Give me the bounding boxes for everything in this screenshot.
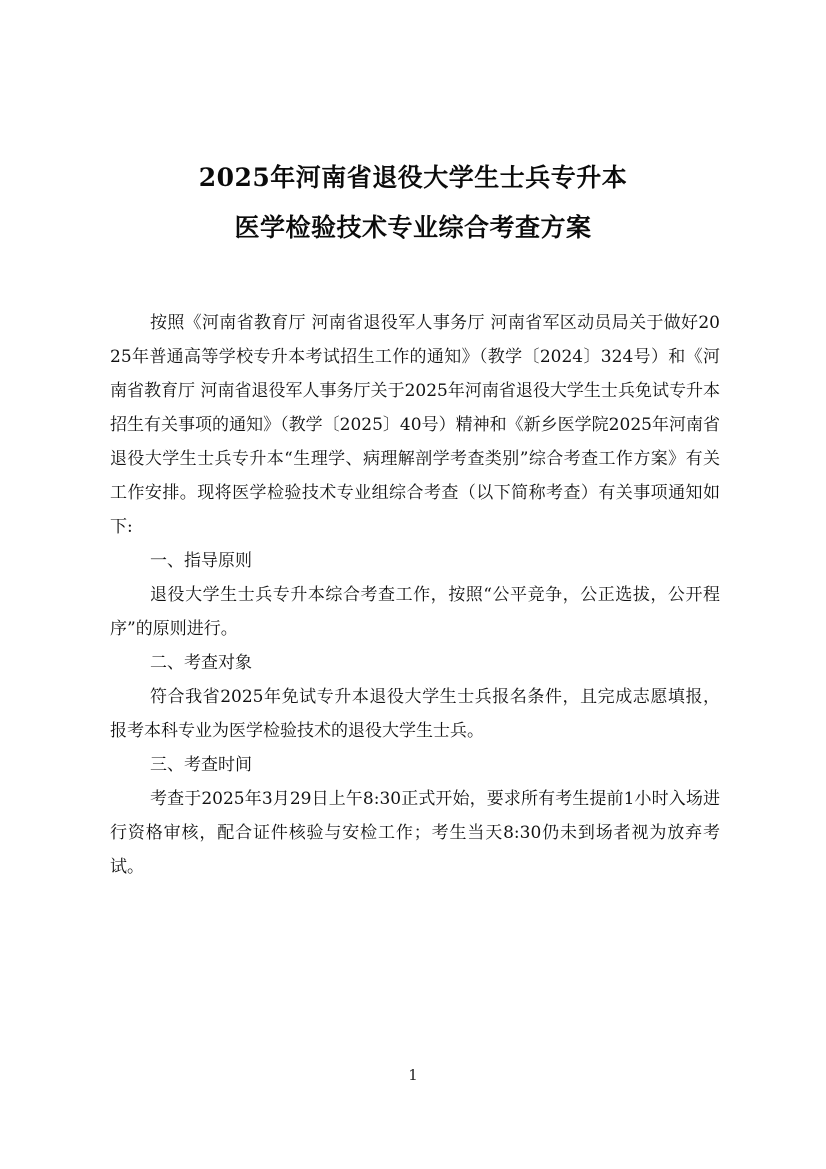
section-text-guiding-principle: 退役大学生士兵专升本综合考查工作，按照“公平竞争，公正选拔，公开程序”的原则进行。 xyxy=(110,585,720,639)
section-text-exam-subjects: 符合我省2025年免试专升本退役大学生士兵报名条件，且完成志愿填报，报考本科专业为医学检验技术的退役大学生士兵。 xyxy=(110,687,720,741)
intro-paragraph: 按照《河南省教育厅 河南省退役军人事务厅 河南省军区动员局关于做好2025年普通高等学校专升本考试招生工作的通知》（教学〔2024〕324号）和《河南省教育厅 河南省退役军人事务厅关于2025年河南省退役大学生士兵免试专升本招生有关事项的通知》（教学〔2025〕40号）精神和《新乡医学院2025年河南省退役大学生士兵专升本“生理学、病理解剖学考查类别”综合考查工作方案》有关工作安排。现将医学检验技术专业组综合考查（以下简称考查）有关事项通知如下: xyxy=(110,313,720,537)
document-title-line-1: 2025年河南省退役大学生士兵专升本 xyxy=(198,163,628,192)
page-number: 1 xyxy=(408,1066,418,1084)
section-heading-exam-subjects: 二、考查对象 xyxy=(150,653,252,673)
document-title-line-2: 医学检验技术专业综合考查方案 xyxy=(234,213,592,242)
section-text-exam-time: 考查于2025年3月29日上午8:30正式开始，要求所有考生提前1小时入场进行资格审核，配合证件核验与安检工作；考生当天8:30仍未到场者视为放弃考试。 xyxy=(110,789,720,877)
section-heading-guiding-principle: 一、指导原则 xyxy=(150,551,252,571)
section-heading-exam-time: 三、考查时间 xyxy=(150,755,252,775)
document-body xyxy=(110,306,720,884)
